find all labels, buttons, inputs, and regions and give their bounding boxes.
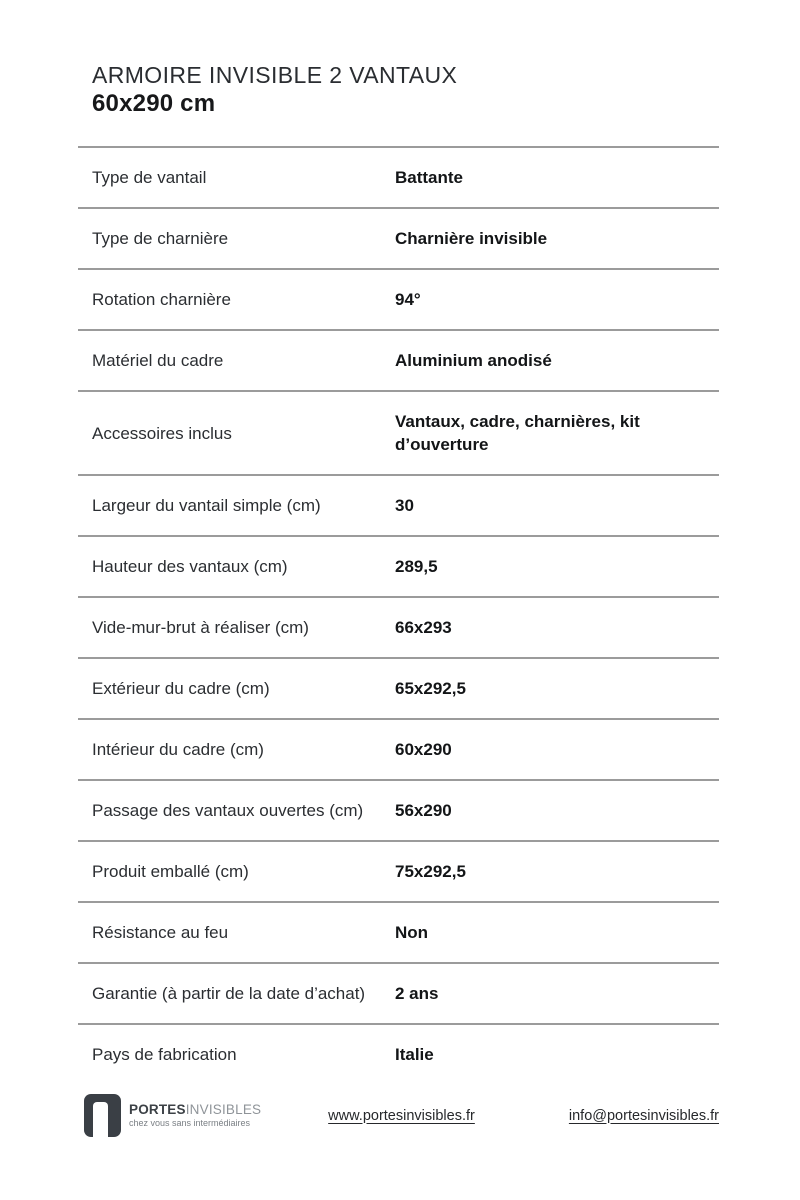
table-row xyxy=(78,596,719,657)
spec-label: Extérieur du cadre (cm) xyxy=(92,679,270,698)
spec-value: 94° xyxy=(395,290,421,309)
table-row xyxy=(78,779,719,840)
page-subtitle-dimensions: 60x290 cm xyxy=(92,90,216,117)
table-row xyxy=(78,1023,719,1084)
spec-label: Résistance au feu xyxy=(92,923,229,942)
brand-text xyxy=(129,1102,261,1129)
table-row xyxy=(78,901,719,962)
email-link[interactable]: info@portesinvisibles.fr xyxy=(568,1107,720,1124)
table-row xyxy=(78,962,719,1023)
spec-label: Passage des vantaux ouvertes (cm) xyxy=(92,801,364,820)
table-row xyxy=(78,840,719,901)
website-link[interactable]: www.portesinvisibles.fr xyxy=(328,1107,475,1124)
table-row xyxy=(78,718,719,779)
brand-logo xyxy=(78,1094,328,1137)
spec-value: Aluminium anodisé xyxy=(395,351,552,370)
spec-label: Pays de fabrication xyxy=(92,1045,237,1064)
spec-value: 75x292,5 xyxy=(395,862,466,881)
spec-value: 289,5 xyxy=(395,557,438,576)
table-row xyxy=(78,390,719,474)
spec-label: Intérieur du cadre (cm) xyxy=(92,740,264,759)
spec-value: 30 xyxy=(395,496,414,515)
spec-label: Matériel du cadre xyxy=(92,351,224,370)
brand-name-light: INVISIBLES xyxy=(185,1102,262,1117)
brand-tagline: chez vous sans intermédiaires xyxy=(129,1118,251,1128)
spec-label: Largeur du vantail simple (cm) xyxy=(92,496,321,515)
spec-value: 66x293 xyxy=(395,618,452,637)
brand-name-bold: PORTES xyxy=(129,1102,186,1117)
table-row xyxy=(78,535,719,596)
spec-label: Rotation charnière xyxy=(92,290,231,309)
spec-value: 60x290 xyxy=(395,740,452,759)
table-row xyxy=(78,207,719,268)
table-row xyxy=(78,268,719,329)
spec-value: Italie xyxy=(395,1045,434,1064)
spec-label: Produit emballé (cm) xyxy=(92,862,249,881)
spec-label: Type de vantail xyxy=(92,168,207,187)
page-header xyxy=(78,0,719,118)
spec-label: Type de charnière xyxy=(92,229,229,248)
spec-value: Non xyxy=(395,923,429,942)
spec-label: Garantie (à partir de la date d’achat) xyxy=(92,984,366,1003)
spec-value: Charnière invisible xyxy=(395,229,548,248)
table-row xyxy=(78,146,719,207)
spec-value: 56x290 xyxy=(395,801,452,820)
spec-value: 2 ans xyxy=(395,984,439,1003)
spec-table xyxy=(78,146,719,1084)
spec-label: Vide-mur-brut à réaliser (cm) xyxy=(92,618,309,637)
page-title: ARMOIRE INVISIBLE 2 VANTAUX xyxy=(92,62,458,88)
spec-value: 65x292,5 xyxy=(395,679,466,698)
spec-label: Hauteur des vantaux (cm) xyxy=(92,557,288,576)
spec-label: Accessoires inclus xyxy=(92,423,232,443)
door-frame-icon xyxy=(84,1094,121,1137)
table-row xyxy=(78,657,719,718)
footer xyxy=(78,1094,719,1137)
table-row xyxy=(78,474,719,535)
table-row xyxy=(78,329,719,390)
spec-value: Vantaux, cadre, charnières, kit d’ouverture xyxy=(395,412,640,454)
spec-value: Battante xyxy=(395,168,464,187)
brand-name xyxy=(129,1102,261,1117)
